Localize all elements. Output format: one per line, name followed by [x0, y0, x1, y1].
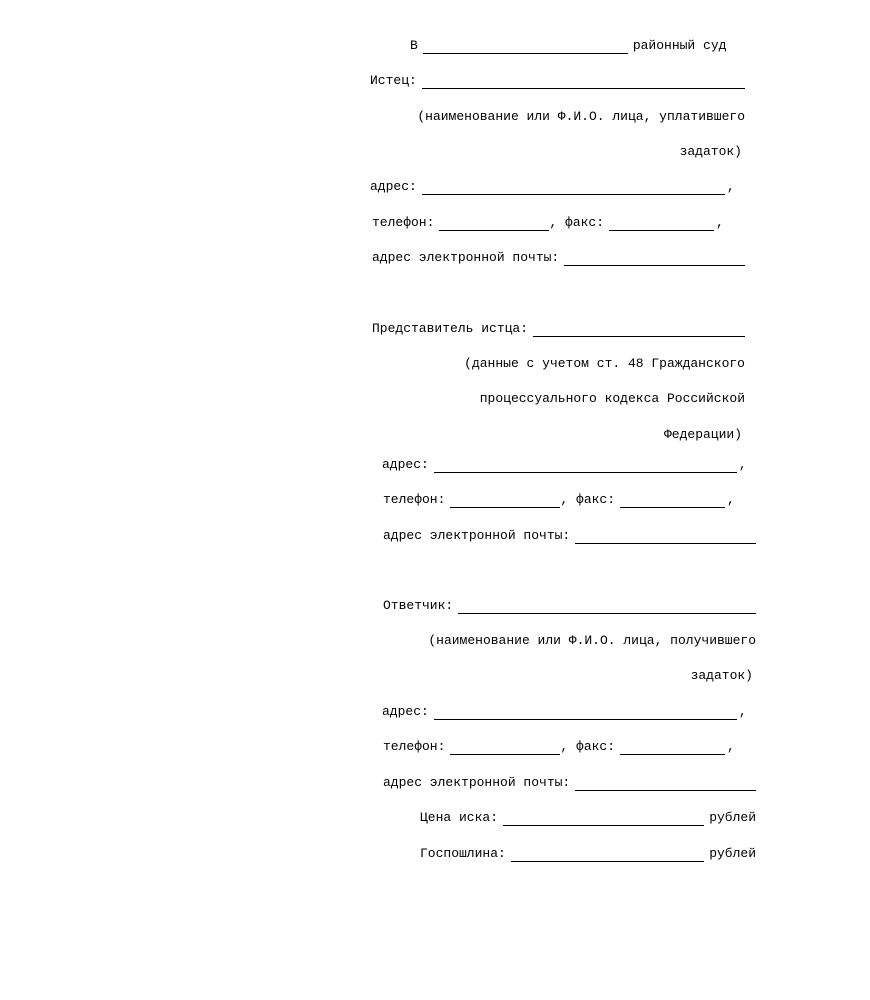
- claim-price-line: [420, 808, 756, 828]
- defendant-phone-label: телефон:: [383, 739, 446, 754]
- plaintiff-address-blank[interactable]: [422, 180, 725, 195]
- representative-address-label: адрес:: [382, 457, 429, 472]
- representative-phone-blank[interactable]: [450, 493, 560, 508]
- defendant-hint-1: [383, 631, 756, 651]
- claim-price-blank[interactable]: [503, 811, 704, 826]
- defendant-fax-label: , факс:: [560, 739, 616, 754]
- defendant-address-blank[interactable]: [434, 705, 737, 720]
- defendant-fax-comma: ,: [727, 739, 735, 754]
- representative-email-label: адрес электронной почты:: [383, 528, 571, 543]
- plaintiff-fax-comma: ,: [716, 215, 724, 230]
- representative-hint-3: [372, 425, 742, 445]
- plaintiff-phone-blank[interactable]: [439, 216, 549, 231]
- plaintiff-hint-text-2: задаток): [679, 144, 742, 159]
- representative-line: [372, 319, 745, 339]
- plaintiff-phone-label: телефон:: [372, 215, 435, 230]
- court-name-blank[interactable]: [423, 39, 628, 54]
- court-prefix: В: [410, 38, 418, 53]
- defendant-email-label: адрес электронной почты:: [383, 775, 571, 790]
- defendant-hint-text-1: (наименование или Ф.И.О. лица, получившего: [428, 633, 756, 648]
- representative-fax-label: , факс:: [560, 492, 616, 507]
- plaintiff-hint-text-1: (наименование или Ф.И.О. лица, уплатившего: [417, 109, 745, 124]
- defendant-phone-blank[interactable]: [450, 740, 560, 755]
- representative-phone-label: телефон:: [383, 492, 446, 507]
- court-line: [410, 36, 745, 56]
- plaintiff-hint-1: [370, 107, 745, 127]
- court-suffix: районный суд: [632, 38, 727, 53]
- plaintiff-email-label: адрес электронной почты:: [372, 250, 560, 265]
- representative-name-blank[interactable]: [533, 322, 745, 337]
- plaintiff-email-line: [372, 248, 745, 268]
- defendant-name-blank[interactable]: [458, 599, 756, 614]
- defendant-label: Ответчик:: [383, 598, 454, 613]
- defendant-address-line: [382, 702, 756, 722]
- plaintiff-phone-line: [372, 213, 745, 233]
- state-fee-label: Госпошлина:: [420, 846, 506, 861]
- state-fee-unit: рублей: [709, 846, 756, 861]
- plaintiff-address-comma: ,: [726, 179, 735, 194]
- plaintiff-address-line: [370, 177, 745, 197]
- representative-hint-2: [372, 389, 745, 409]
- plaintiff-fax-label: , факс:: [549, 215, 605, 230]
- defendant-email-blank[interactable]: [575, 776, 756, 791]
- representative-label: Представитель истца:: [372, 321, 529, 336]
- state-fee-line: [420, 844, 756, 864]
- representative-email-line: [383, 526, 756, 546]
- defendant-address-comma: ,: [738, 704, 747, 719]
- state-fee-blank[interactable]: [511, 847, 704, 862]
- defendant-hint-text-2: задаток): [690, 668, 753, 683]
- representative-address-blank[interactable]: [434, 458, 737, 473]
- representative-hint-text-3: Федерации): [663, 427, 742, 442]
- claim-price-unit: рублей: [709, 810, 756, 825]
- representative-fax-blank[interactable]: [620, 493, 725, 508]
- plaintiff-email-blank[interactable]: [564, 251, 745, 266]
- defendant-email-line: [383, 773, 756, 793]
- defendant-line: [383, 596, 756, 616]
- plaintiff-hint-2: [370, 142, 742, 162]
- representative-hint-1: [372, 354, 745, 374]
- defendant-fax-blank[interactable]: [620, 740, 725, 755]
- plaintiff-address-label: адрес:: [370, 179, 417, 194]
- representative-address-comma: ,: [738, 457, 747, 472]
- plaintiff-label: Истец:: [370, 73, 417, 88]
- representative-phone-line: [383, 490, 756, 510]
- representative-fax-comma: ,: [727, 492, 735, 507]
- plaintiff-fax-blank[interactable]: [609, 216, 714, 231]
- representative-hint-text-1: (данные с учетом ст. 48 Гражданского: [464, 356, 745, 371]
- claim-price-label: Цена иска:: [420, 810, 499, 825]
- representative-email-blank[interactable]: [575, 529, 756, 544]
- defendant-phone-line: [383, 737, 756, 757]
- representative-address-line: [382, 455, 756, 475]
- defendant-hint-2: [383, 666, 753, 686]
- plaintiff-line: [370, 71, 745, 91]
- defendant-address-label: адрес:: [382, 704, 429, 719]
- plaintiff-name-blank[interactable]: [422, 74, 745, 89]
- representative-hint-text-2: процессуального кодекса Российской: [479, 391, 745, 406]
